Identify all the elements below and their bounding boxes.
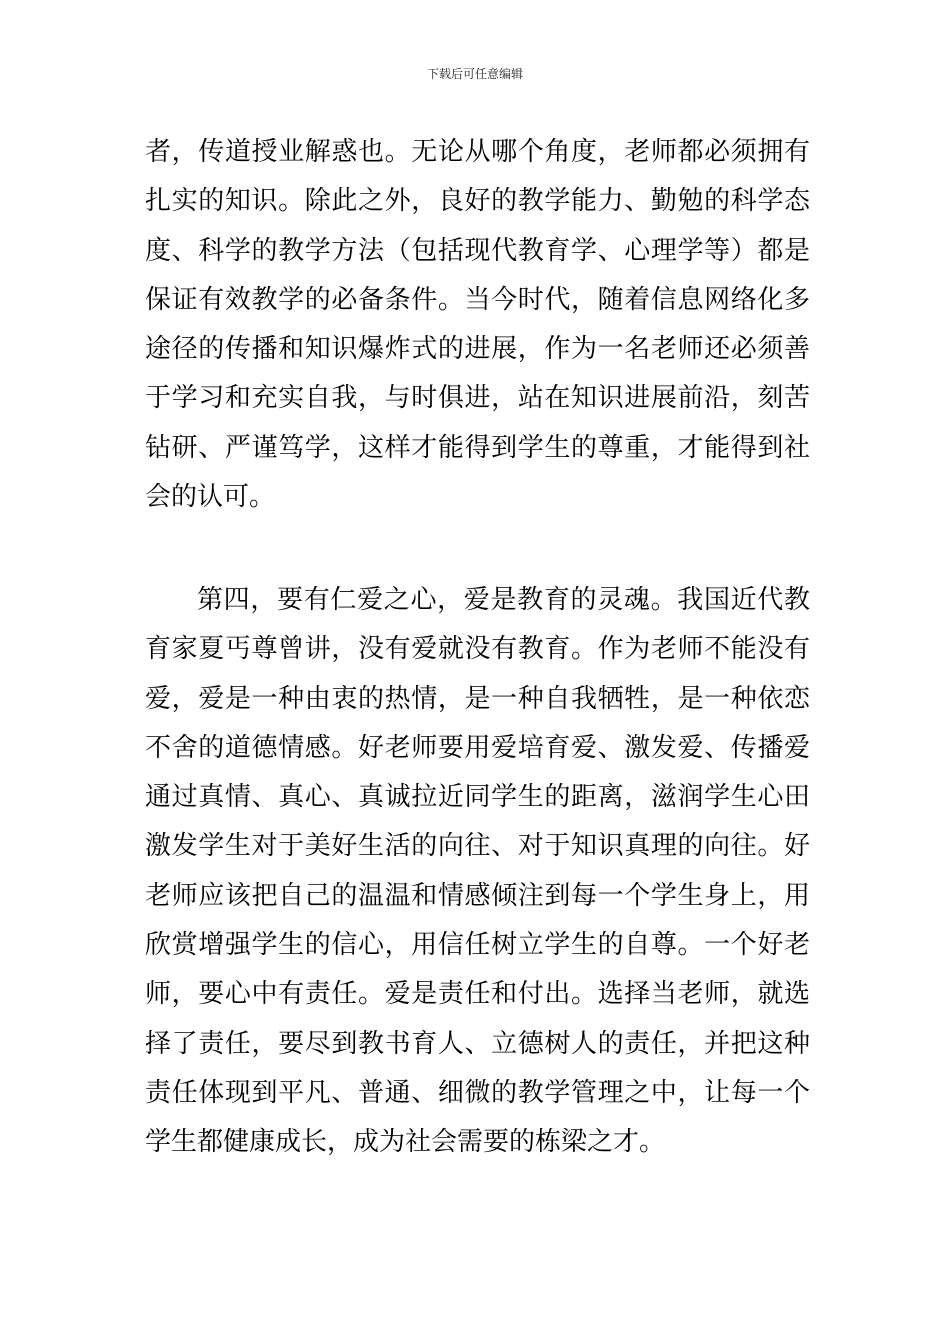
- body-paragraph-1: 者，传道授业解惑也。无论从哪个角度，老师都必须拥有扎实的知识。除此之外，良好的教学能力、勤勉的科学态度、科学的教学方法（包括现代教育学、心理学等）都是保证有效教学的必备条件。当今时代，随着信息网络化多途径的传播和知识爆炸式的进展，作为一名老师还必须善于学习和充实自我，与时俱进，站在知识进展前沿，刻苦钻研、严谨笃学，这样才能得到学生的尊重，才能得到社会的认可。: [145, 137, 810, 513]
- body-paragraph-2: 第四，要有仁爱之心，爱是教育的灵魂。我国近代教育家夏丐尊曾讲，没有爱就没有教育。作为老师不能没有爱，爱是一种由衷的热情，是一种自我牺牲，是一种依恋不舍的道德情感。好老师要用爱培育爱、激发爱、传播爱通过真情、真心、真诚拉近同学生的距离，滋润学生心田激发学生对于美好生活的向往、对于知识真理的向往。好老师应该把自己的温温和情感倾注到每一个学生身上，用欣赏增强学生的信心，用信任树立学生的自尊。一个好老师，要心中有责任。爱是责任和付出。选择当老师，就选择了责任，要尽到教书育人、立德树人的责任，并把这种责任体现到平凡、普通、细微的教学管理之中，让每一个学生都健康成长，成为社会需要的栋梁之才。: [145, 585, 810, 1158]
- page-header: 下载后可任意编辑: [426, 67, 523, 81]
